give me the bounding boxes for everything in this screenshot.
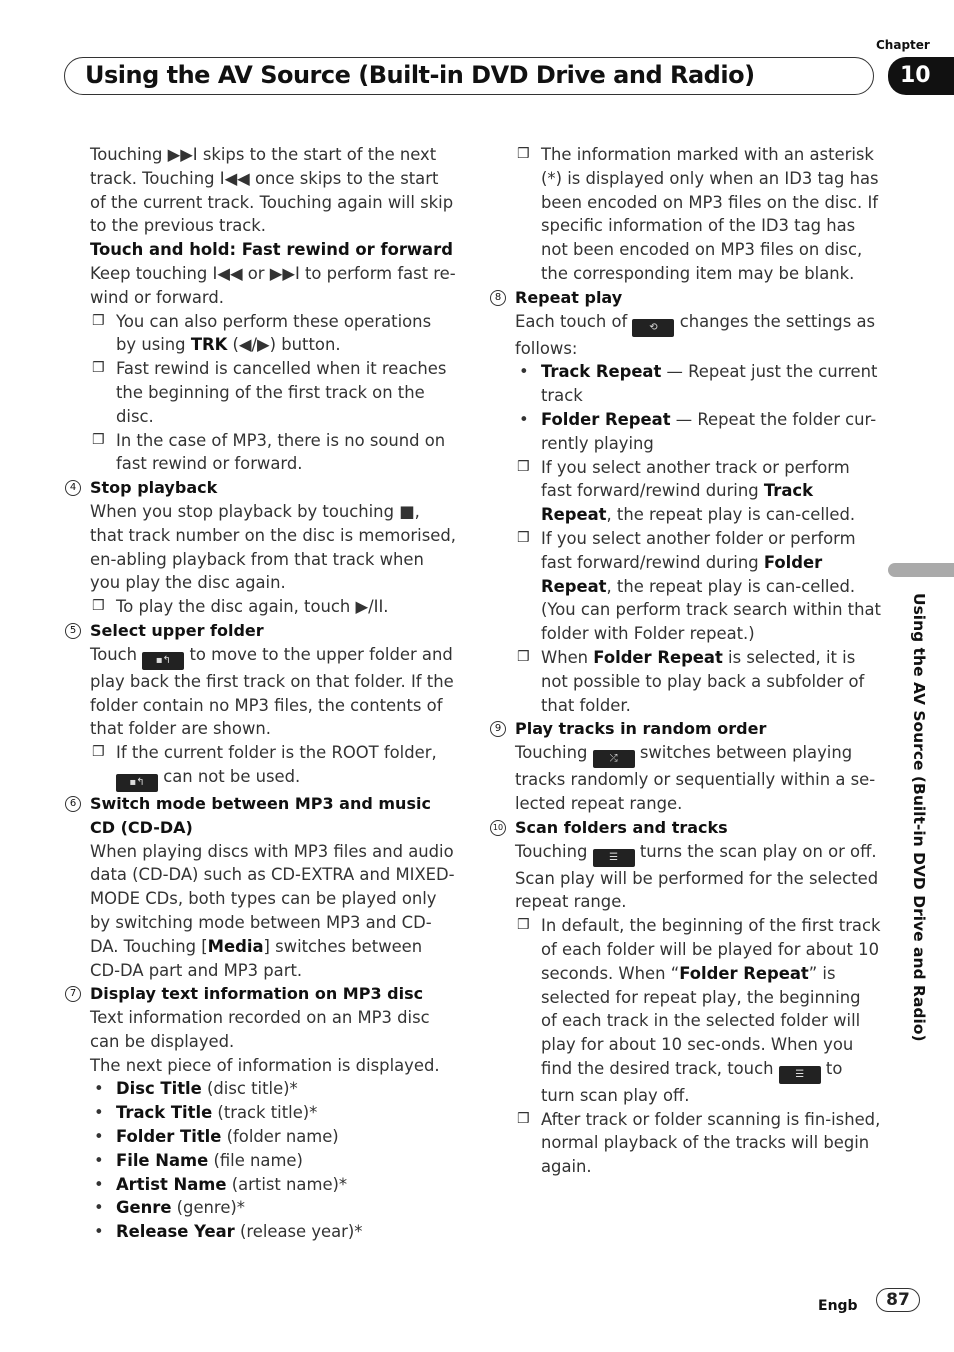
page-title: Using the AV Source (Built-in DVD Drive and Radio)	[85, 61, 755, 89]
section-heading-random: 9 Play tracks in random order	[489, 717, 881, 741]
list-item: • File Name (file name)	[94, 1150, 303, 1170]
scan-text: Touching ☰ turns the scan play on or off. Scan play will be performed for the selected repeat range.	[515, 841, 879, 912]
list-item: • Track Repeat — Repeat just the current track	[519, 362, 878, 406]
section-heading-text-info: 7 Display text information on MP3 disc	[64, 982, 456, 1006]
circled-number-7: 7	[65, 986, 81, 1002]
page-number: 87	[876, 1288, 920, 1312]
chapter-number: 10	[888, 57, 954, 95]
touch-hold-heading: Touch and hold: Fast rewind or forward	[90, 240, 453, 260]
note-cancel: ❒ Fast rewind is cancelled when it reaches the beginning of the first track on the disc.	[92, 359, 447, 426]
side-tab-marker	[888, 563, 954, 577]
left-column	[64, 143, 456, 1244]
section-heading-stop: 4 Stop playback	[64, 476, 456, 500]
circled-number-10: 10	[490, 820, 506, 836]
note-scan-finished: ❒ After track or folder scanning is fin-ished, normal playback of the tracks will begin again.	[517, 1109, 881, 1177]
note-folder-repeat: ❒ If you select another folder or perform fast forward/rewind during Folder Repeat, the repeat play is can-celled. (You can perform track search within that folder with Folder repeat.)	[517, 528, 881, 644]
checkbox-icon: ❒	[517, 458, 530, 475]
random-text: Touching ⤮ switches between playing tracks randomly or sequentially within a se-lected repeat range.	[515, 743, 876, 813]
circled-number-8: 8	[490, 290, 506, 306]
note-mp3-sound: ❒ In the case of MP3, there is no sound on fast rewind or forward.	[92, 430, 446, 474]
right-column	[489, 143, 881, 1179]
upper-folder-text: Touch ▪↰ to move to the upper folder and play back the first track on that folder. If the folder contain no MP3 files, the contents of that folder are shown.	[90, 644, 454, 739]
checkbox-icon: ❒	[92, 431, 105, 448]
section-heading-upper-folder: 5 Select upper folder	[64, 619, 456, 643]
checkbox-icon: ❒	[517, 529, 530, 546]
section-heading-scan: 10 Scan folders and tracks	[489, 816, 881, 840]
circled-number-4: 4	[65, 480, 81, 496]
note-track-repeat: ❒ If you select another track or perform fast forward/rewind during Track Repeat, the repeat play is can-celled.	[517, 457, 856, 525]
checkbox-icon: ❒	[517, 648, 530, 665]
list-item: • Release Year (release year)*	[94, 1222, 363, 1242]
note-root-folder: ❒ If the current folder is the ROOT folder, ▪↰ can not be used.	[64, 741, 456, 792]
circled-number-9: 9	[490, 721, 506, 737]
checkbox-icon: ❒	[92, 312, 105, 329]
random-button-icon: ⤮	[593, 750, 635, 768]
checkbox-icon: ❒	[517, 146, 530, 162]
list-item: • Folder Repeat — Repeat the folder cur-rently playing	[519, 409, 877, 453]
scan-button-icon: ☰	[593, 849, 635, 867]
text-info-paragraph: The next piece of information is displayed.	[90, 1055, 440, 1075]
repeat-button-icon: ⟲	[632, 319, 674, 337]
intro-paragraph: Touching ▶▶I skips to the start of the next track. Touching I◀◀ once skips to the start of the current track. Touching again will skip to the previous track.	[90, 145, 454, 236]
list-item: • Disc Title (disc title)*	[94, 1079, 298, 1099]
checkbox-icon: ❒	[92, 744, 105, 761]
chapter-header	[64, 57, 874, 95]
checkbox-icon: ❒	[517, 917, 530, 934]
circled-number-5: 5	[65, 623, 81, 639]
section-heading-repeat: 8 Repeat play	[489, 286, 881, 310]
list-item: • Artist Name (artist name)*	[94, 1174, 348, 1194]
checkbox-icon: ❒	[92, 598, 105, 615]
stop-text: When you stop playback by touching ■, that track number on the disc is memorised, en-abling playback from that track when you play the disc again.	[90, 501, 456, 593]
repeat-text: Each touch of ⟲ changes the settings as follows:	[515, 311, 876, 358]
chapter-label: Chapter	[876, 38, 930, 52]
checkbox-icon: ❒	[517, 1110, 530, 1127]
touch-hold-text: Keep touching I◀◀ or ▶▶I to perform fast re-wind or forward.	[90, 263, 456, 307]
upper-folder-button-icon: ▪↰	[116, 774, 158, 792]
list-item: • Genre (genre)*	[94, 1198, 245, 1218]
note-scan-default: ❒ In default, the beginning of the first track of each folder will be played for about 10 seconds. When “Folder Repeat” is selected for repeat play, the beginning of each track in the selected folder will play for about 10 sec-onds. When you find the desired track, touch ☰ to turn scan play off.	[517, 916, 881, 1105]
note-trk: ❒ You can also perform these operations by using TRK (◀/▶) button.	[92, 311, 432, 355]
scan-button-icon: ☰	[779, 1066, 821, 1084]
note-subfolder: ❒ When Folder Repeat is selected, it is not possible to play back a subfolder of that folder.	[517, 647, 865, 715]
list-item: • Track Title (track title)*	[94, 1103, 318, 1123]
checkbox-icon: ❒	[92, 360, 105, 377]
circled-number-6: 6	[65, 796, 81, 812]
footer-language: Engb	[818, 1298, 858, 1314]
list-item: • Folder Title (folder name)	[94, 1127, 339, 1147]
switch-mode-text: When playing discs with MP3 files and audio data (CD-DA) such as CD-EXTRA and MIXED-MODE CDs, both types can be played only by switching mode between MP3 and CD-DA. Touching [Media] switches between CD-DA part and MP3 part.	[90, 841, 455, 980]
text-info-paragraph: Text information recorded on an MP3 disc can be displayed.	[90, 1008, 430, 1051]
note-play-again: ❒ To play the disc again, touch ▶/II.	[64, 595, 456, 619]
upper-folder-button-icon: ▪↰	[142, 652, 184, 670]
section-heading-switch-mode: 6 Switch mode between MP3 and music CD (CD-DA)	[64, 792, 456, 840]
side-tab-text: Using the AV Source (Built-in DVD Drive and Radio)	[910, 593, 928, 1042]
note-asterisk: ❒ The information marked with an asterisk (*) is displayed only when an ID3 tag has been encoded on MP3 files on the disc. If specific information of the ID3 tag has not been encoded on MP3 files on disc, the corresponding item may be blank.	[517, 145, 879, 283]
